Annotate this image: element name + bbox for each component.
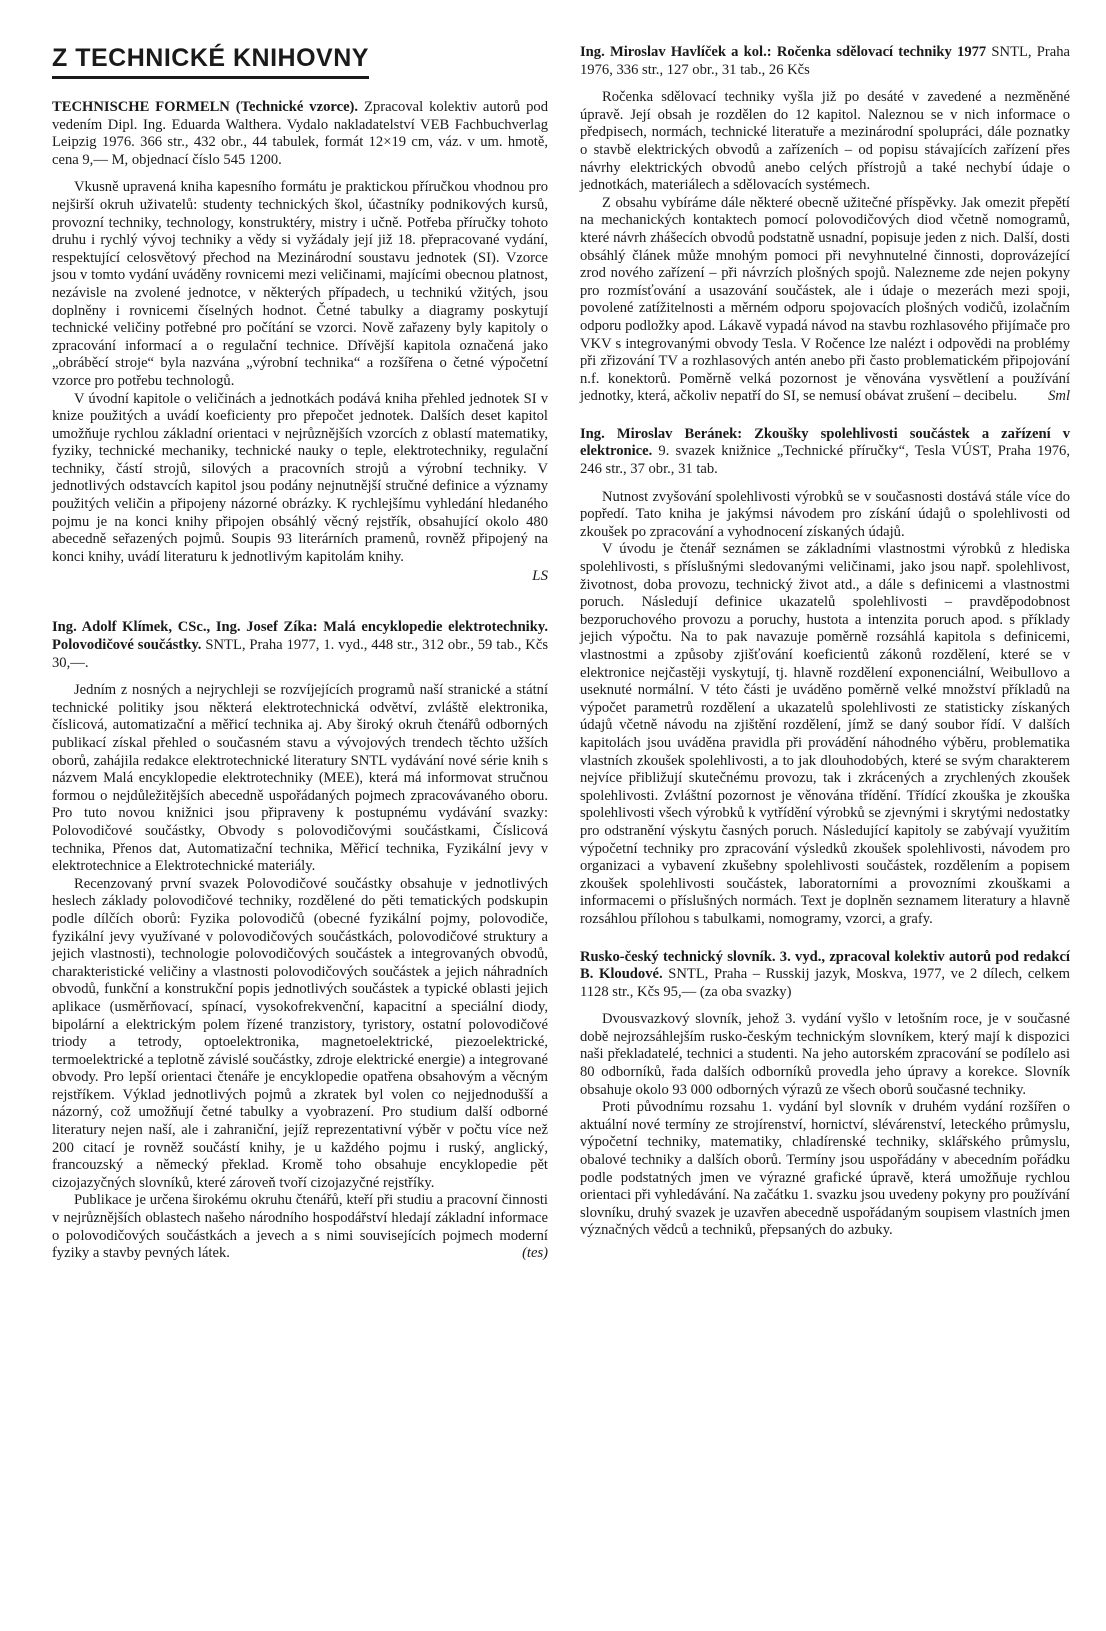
review-heading-rest: SNTL, Praha – Russkij jazyk, Moskva, 1977, ve 2 dílech, celkem 1128 str., Kčs 95,— (za oba svazky): [580, 966, 1070, 1000]
review-heading-bold: Rusko-český technický slovník. 3. vyd., zpracoval kolektiv autorů pod redakcí B. Kloudové.: [580, 948, 1070, 983]
review-heading: [580, 949, 1070, 1002]
review-heading-rest: Zpracoval kolektiv autorů pod vedením Dipl. Ing. Eduarda Walthera. Vydalo nakladatelství VEB Fachbuchverlag Leipzig 1976. 366 str., 432 obr., 44 tabulek, formát 12×19 cm, váz. v um. hmotě, cena 9,— M, objednací číslo 545 1200.: [52, 99, 548, 168]
review-heading-bold: Ing. Miroslav Beránek: Zkoušky spolehlivosti součástek a zařízení v elektronice.: [580, 425, 1070, 460]
review-paragraph: V úvodu je čtenář seznámen se základními vlastnostmi výrobků z hlediska spolehlivosti, s příslušnými sledovanými veličinami, jako jsou např. spolehlivost, životnost, doba provozu, technický život atd., a dále s definicemi a vlastnostmi poruch. Následují definice ukazatelů spolehlivosti – pravděpodobnost bezporuchového provozu a poruchy, hustota a intenzita poruch apod. s příklady jejich výpočtu. Na to pak navazuje poměrně rozsáhlá kapitola s definicemi, vlastnostmi a způsoby zjišťování koeficientů zákonů rozdělení, které se v elektronice nejčastěji vyskytují, tj. hlavně rozdělení exponenciální, Weibullovo a useknuté normální. V této části je uváděno poměrně velké množství příkladů na výpočet parametrů rozdělení a ukazatelů spolehlivosti ze statisticky získaných údajů včetně návodu na zjištění rozdělení, jímž se daný soubor řídí. V dalších kapitolách jsou uváděna pravidla při provádění náhodného výběru, problematika vlastních zkoušek spolehlivosti, a to jak dlouhodobých, které se svým charakterem nejvíce přibližují skutečnému provozu, tak i zkrácených a zrychlených zkoušek spolehlivosti. Zvláštní pozornost je věnována třídění. Třídící zkouška je zkouška spolehlivosti všech výrobků k vytřídění výrobků se zjevnými i skrytými nedostatky pro odstranění výskytu časných poruch. Následující kapitoly se zabývají využitím výpočetní techniky pro zpracování výsledků zkoušek spolehlivosti, návodem pro organizaci a vybavení zkušebny spolehlivosti součástek, rozdělením a popisem zkoušek spolehlivosti součástek, laboratorními a provozními zkouškami a informacemi o příslušných normách. Text je doplněn seznamem literatury a hlavně rozsáhlou přílohou s tabulkami, nomogramy, vzorci, a grafy.: [580, 541, 1070, 927]
review-paragraph: Vkusně upravená kniha kapesního formátu je praktickou příručkou vhodnou pro nejširší okruh uživatelů: studenty technických škol, účastníky podnikových kursů, provozní techniky, technology, konstruktéry, mistry i učně. Potřeba příručky tohoto druhu i rychlý vývoj techniky a vědy si vyžádaly její již 18. přepracované vydání, respektující celosvětový přechod na Mezinárodní soustavu jednotek (SI). Vzorce jsou v tomto vydání uváděny rovnicemi mezi veličinami, majícími obecnou platnost, nezávisle na zvolené jednotce, v některých případech, u technikú vžitých, jsou doplněny i rovnicemi číselných hodnot. Četné tabulky a diagramy poskytují technické veličiny potřebné pro počítání se vzorci. Nově zařazeny byly kapitoly o zpracování informací a o regulační technice. Dřívější kapitola označená jako „obráběcí stroje“ byla nazvána „výrobní technika“ a rozšířena o četné výpočetní vzorce pro potřebu technologů.: [52, 179, 548, 389]
review-paragraph: Recenzovaný první svazek Polovodičové součástky obsahuje v jednotlivých heslech základy polovodičové techniky, rozdělené do pěti tematických podskupin podle dílčích oborů: Fyzika polovodičů (obecné fyzikální pojmy, polovodiče, fyzikální jevy využívané v polovodičových součástkách, polovodičové struktury a jejich vlastnosti), technologie polovodičových součástek a integrovaných obvodů, charakteristické veličiny a vlastnosti polovodičových součástek a jejich náhradních obvodů, funkční a konstrukční popis jednotlivých součástek a typické oblasti jejich aplikace (usměrňovací, spínací, vysokofrekvenční, kapacitní a speciální diody, bipolární a elektrickým polem řízené tranzistory, tyristory, ostatní polovodičové triody a tetrody, optoelektronika, magnetoelektrické, piezoelektrické, termoelektrické a teplotně závislé součástky, zdroje elektrické energie) a integrované obvody. Pro lepší orientaci čtenáře je encyklopedie opatřena obsahovým a věcným rejstříkem. Výklad jednotlivých pojmů a zkratek byl volen co nejjednodušší a názorný, což umožňují četné tabulky a vyobrazení. Pro studium další odborné literatury nejen naší, ale i zahraniční, jejíž reprezentativní výběr v počtu více než 200 citací je rovněž součástí knihy, je u každého pojmu i ruský, anglický, francouzský a německý překlad. Kromě toho obsahuje encyklopedie pět cizojazyčných slovníků, které zároveň tvoří cizojazyčné rejstříky.: [52, 875, 548, 1191]
review-heading-bold: Ing. Adolf Klímek, CSc., Ing. Josef Zíka: Malá encyklopedie elektrotechniky. Polovodičové součástky.: [52, 619, 548, 654]
review-heading: [52, 619, 548, 672]
review-zkousky-spolehlivosti: [580, 426, 1070, 929]
section-title: Z TECHNICKÉ KNIHOVNY: [52, 44, 369, 79]
review-technische-formeln: [52, 99, 548, 585]
left-column: [52, 44, 548, 1611]
review-paragraph: Dvousvazkový slovník, jehož 3. vydání vyšlo v letošním roce, je v současné době nejrozsáhlejším rusko-českým technickým slovníkem, který mají k dispozici naši překladatelé, technici a studenti. Na jeho autorském zpracování se podílelo asi 80 odborníků, řada dalších odborníků provedla jeho úpravy a korekce. Slovník obsahuje okolo 93 000 odborných výrazů ze všech oborů současné techniky.: [580, 1011, 1070, 1098]
review-paragraph: Nutnost zvyšování spolehlivosti výrobků se v současnosti dostává stále více do popředí. Tato kniha je jakýmsi návodem pro získání údajů o spolehlivosti od zkoušek po zpracování a vyhodnocení získaných údajů.: [580, 488, 1070, 540]
review-rocenka: [580, 44, 1070, 406]
review-paragraph-text: Publikace je určena širokému okruhu čtenářů, kteří při studiu a pracovní činnosti v nejrůznějších oblastech našeho národního hospodářství hledají základní informace o polovodičových součástkách a jevech a s nimi souvisejících pojmech moderní fyziky a stavby pevných látek.: [52, 1192, 548, 1262]
review-mala-encyklopedie: [52, 619, 548, 1262]
right-column: [580, 44, 1070, 1611]
review-paragraph: Ročenka sdělovací techniky vyšla již po desáté v zavedené a nezměněné úpravě. Její obsah je rozdělen do 12 kapitol. Naleznou se v nich informace o předpisech, normách, technické literatuře a mezinárodní spolupráci, dále poznatky o stavbě elektrických obvodů a zařízeních – od popisu stávajících zařízení přes návrhy elektrických obvodů anebo celých přístrojů a také nechybí údaje o jednotkách, materiálech a sdělovacích systémech.: [580, 89, 1070, 194]
review-signature: Sml: [1048, 388, 1070, 405]
review-heading: [580, 44, 1070, 79]
review-heading-rest: 9. svazek knižnice „Technické příručky“, Tesla VÚST, Praha 1976, 246 str., 37 obr., 31 tab.: [580, 443, 1070, 478]
review-paragraph: [52, 1192, 548, 1262]
review-heading-bold: TECHNISCHE FORMELN (Technické vzorce).: [52, 99, 359, 115]
review-paragraph-text: Z obsahu vybíráme dále některé obecně užitečné příspěvky. Jak omezit přepětí na mechanických kontaktech pomocí polovodičových diod včetně nomogramů, které návrh zhášecích obvodů podstatně usnadní, popisuje jeden z nich. Další, dosti obsáhlý článek může mnohým pomoci při nevyhnutelné činnosti, doprovázející zrod nového zařízení – při návrzích plošných spojů. Nalezneme zde nejen pokyny pro rozmísťování a usazování součástek, ale i údaje o mezerách mezi spoji, povolené zatížitelnosti a měrném odporu spojovacích plošných vodičů, izolačním odporu podložky apod. Lákavě vypadá návod na stavbu rozhlasového přijímače pro VKV s integrovanými obvody Tesla. V Ročence lze nalézt i odpovědi na problémy při zřizování TV a rozhlasových antén anebo při často problematickém připojování n.f. konektorů. Poměrně velká pozornost je věnována vysvětlení a používání jednotky, která, ačkoliv nepatří do SI, se nemusí obávat zrušení – decibelu.: [580, 194, 1070, 405]
review-paragraph: Jedním z nosných a nejrychleji se rozvíjejících programů naší stranické a státní technické politiky jsou některá elektrotechnická odvětví, zvláště elektronika, číslicová, automatizační a měřicí technika aj. Aby široký okruh čtenářů odborných publikací získal přehled o současném stavu a vývojových trendech těchto užších oborů, zahájila redakce elektrotechnické literatury SNTL vydávání nové série knih s názvem Malá encyklopedie elektrotechniky (MEE), která má informovat stručnou formou o nejdůležitějších abecedně uspořádaných pojmech zpracovávaného oboru. Pro tuto novou knižnici jsou připraveny k postupnému vydávání svazky: Polovodičové součástky, Obvody s polovodičovými součástkami, Číslicová technika, Přenos dat, Automatizační technika, Měřicí technika, Fyzikální jevy v elektrotechnice a Elektrotechnické materiály.: [52, 682, 548, 875]
review-signature: (tes): [522, 1245, 548, 1262]
review-signature: LS: [532, 568, 548, 585]
review-rusko-cesky-slovnik: [580, 949, 1070, 1241]
review-heading-rest: SNTL, Praha 1976, 336 str., 127 obr., 31 tab., 26 Kčs: [580, 44, 1070, 78]
review-heading-rest: SNTL, Praha 1977, 1. vyd., 448 str., 312 obr., 59 tab., Kčs 30,—.: [52, 637, 549, 671]
review-heading: [52, 99, 548, 169]
review-paragraph: [580, 195, 1070, 406]
review-paragraph: Proti původnímu rozsahu 1. vydání byl slovník v druhém vydání rozšířen o aktuální nové termíny ze strojírenství, hornictví, slévárenství, leteckého průmyslu, výpočetní techniky, matematiky, chladírenské techniky, sklářského průmyslu, obalové techniky a dalších oborů. Termíny jsou uspořádány v abecedním pořádku podle podstatných jmen ve výrazné grafické úpravě, která umožňuje rychlou orientaci při vyhledávání. Na začátku 1. svazku jsou uvedeny pokyny pro používání slovníku, druhý svazek je uzavřen abecedně uspořádaným soupisem vlastních jmen význačných vědců a techniků, přepsaných do azbuky.: [580, 1099, 1070, 1239]
review-heading-bold: Ing. Miroslav Havlíček a kol.: Ročenka sdělovací techniky 1977: [580, 44, 987, 60]
review-heading: [580, 426, 1070, 479]
review-paragraph: V úvodní kapitole o veličinách a jednotkách podává kniha přehled jednotek SI v knize použitých a uvádí koeficienty pro přepočet jednotek. Dalších deset kapitol umožňuje rychlou základní orientaci v nejrůznějších vzorcích z oblastí matematiky, fyziky, technické mechaniky, technické nauky o teple, elektrotechniky, regulační techniky, částí strojů, silových a pracovních strojů a výrobní techniky. V jednotlivých odstavcích kapitol jsou podány nejnutnější stručné definice a významy použitých veličin a připojeny názorné obrázky. K rychlejšímu vyhledání hledaného pojmu je na konci knihy připojen obsáhlý věcný rejstřík, obsahující okolo 480 abecedně seřazených pojmů. Soupis 93 literárních pramenů, rovněž připojený na konci knihy, uvádí literaturu k jednotlivým kapitolám knihy.: [52, 390, 548, 565]
